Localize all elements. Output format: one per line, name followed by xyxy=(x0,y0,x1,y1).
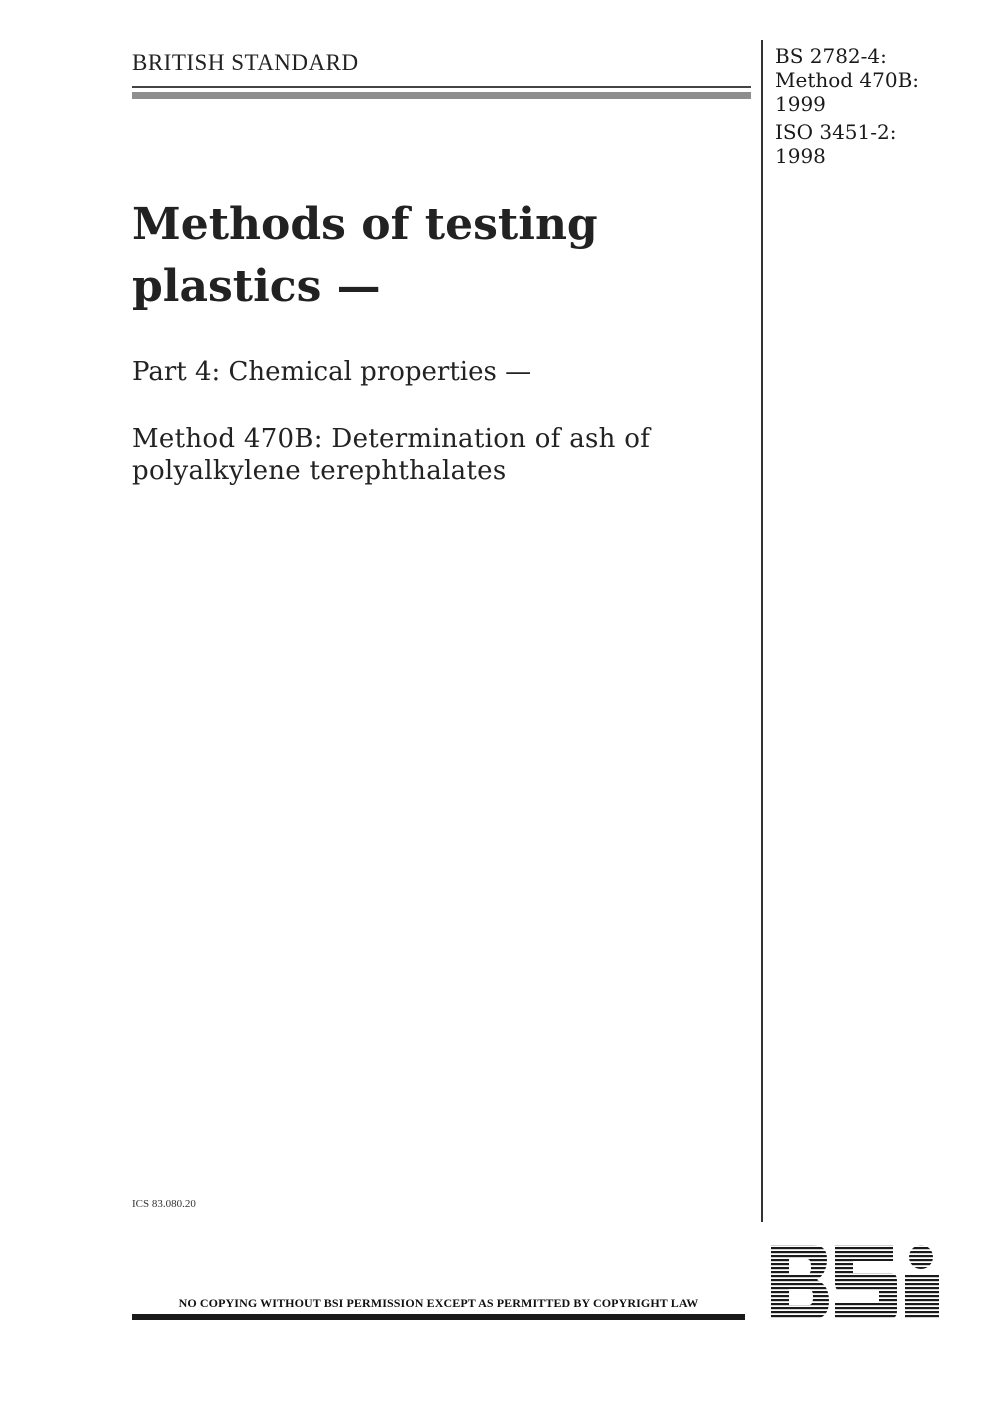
iso-reference-line-1: ISO 3451-2: xyxy=(775,120,897,144)
vertical-divider xyxy=(761,40,763,1222)
method-title-line-2: polyalkylene terephthalates xyxy=(132,456,507,486)
bs-reference-line-1: BS 2782-4: xyxy=(775,44,887,68)
title-line-2: plastics — xyxy=(132,261,381,312)
copyright-bar xyxy=(132,1314,745,1320)
header-rule-thick xyxy=(132,92,751,99)
method-title-line-1: Method 470B: Determination of ash of xyxy=(132,424,651,454)
method-title xyxy=(132,423,650,487)
part-title: Part 4: Chemical properties — xyxy=(132,357,532,387)
bs-reference-line-3: 1999 xyxy=(775,92,826,116)
document-type-label: BRITISH STANDARD xyxy=(132,50,359,75)
bsi-logo-icon xyxy=(769,1243,945,1321)
title-line-1: Methods of testing xyxy=(132,199,598,250)
copyright-notice: NO COPYING WITHOUT BSI PERMISSION EXCEPT AS PERMITTED BY COPYRIGHT LAW xyxy=(178,1296,699,1310)
standard-references xyxy=(775,44,919,168)
header-rule-thin xyxy=(132,86,751,88)
bs-reference-line-2: Method 470B: xyxy=(775,68,920,92)
ics-code: ICS 83.080.20 xyxy=(132,1198,196,1210)
document-title xyxy=(132,194,742,318)
iso-reference-line-2: 1998 xyxy=(775,144,826,168)
